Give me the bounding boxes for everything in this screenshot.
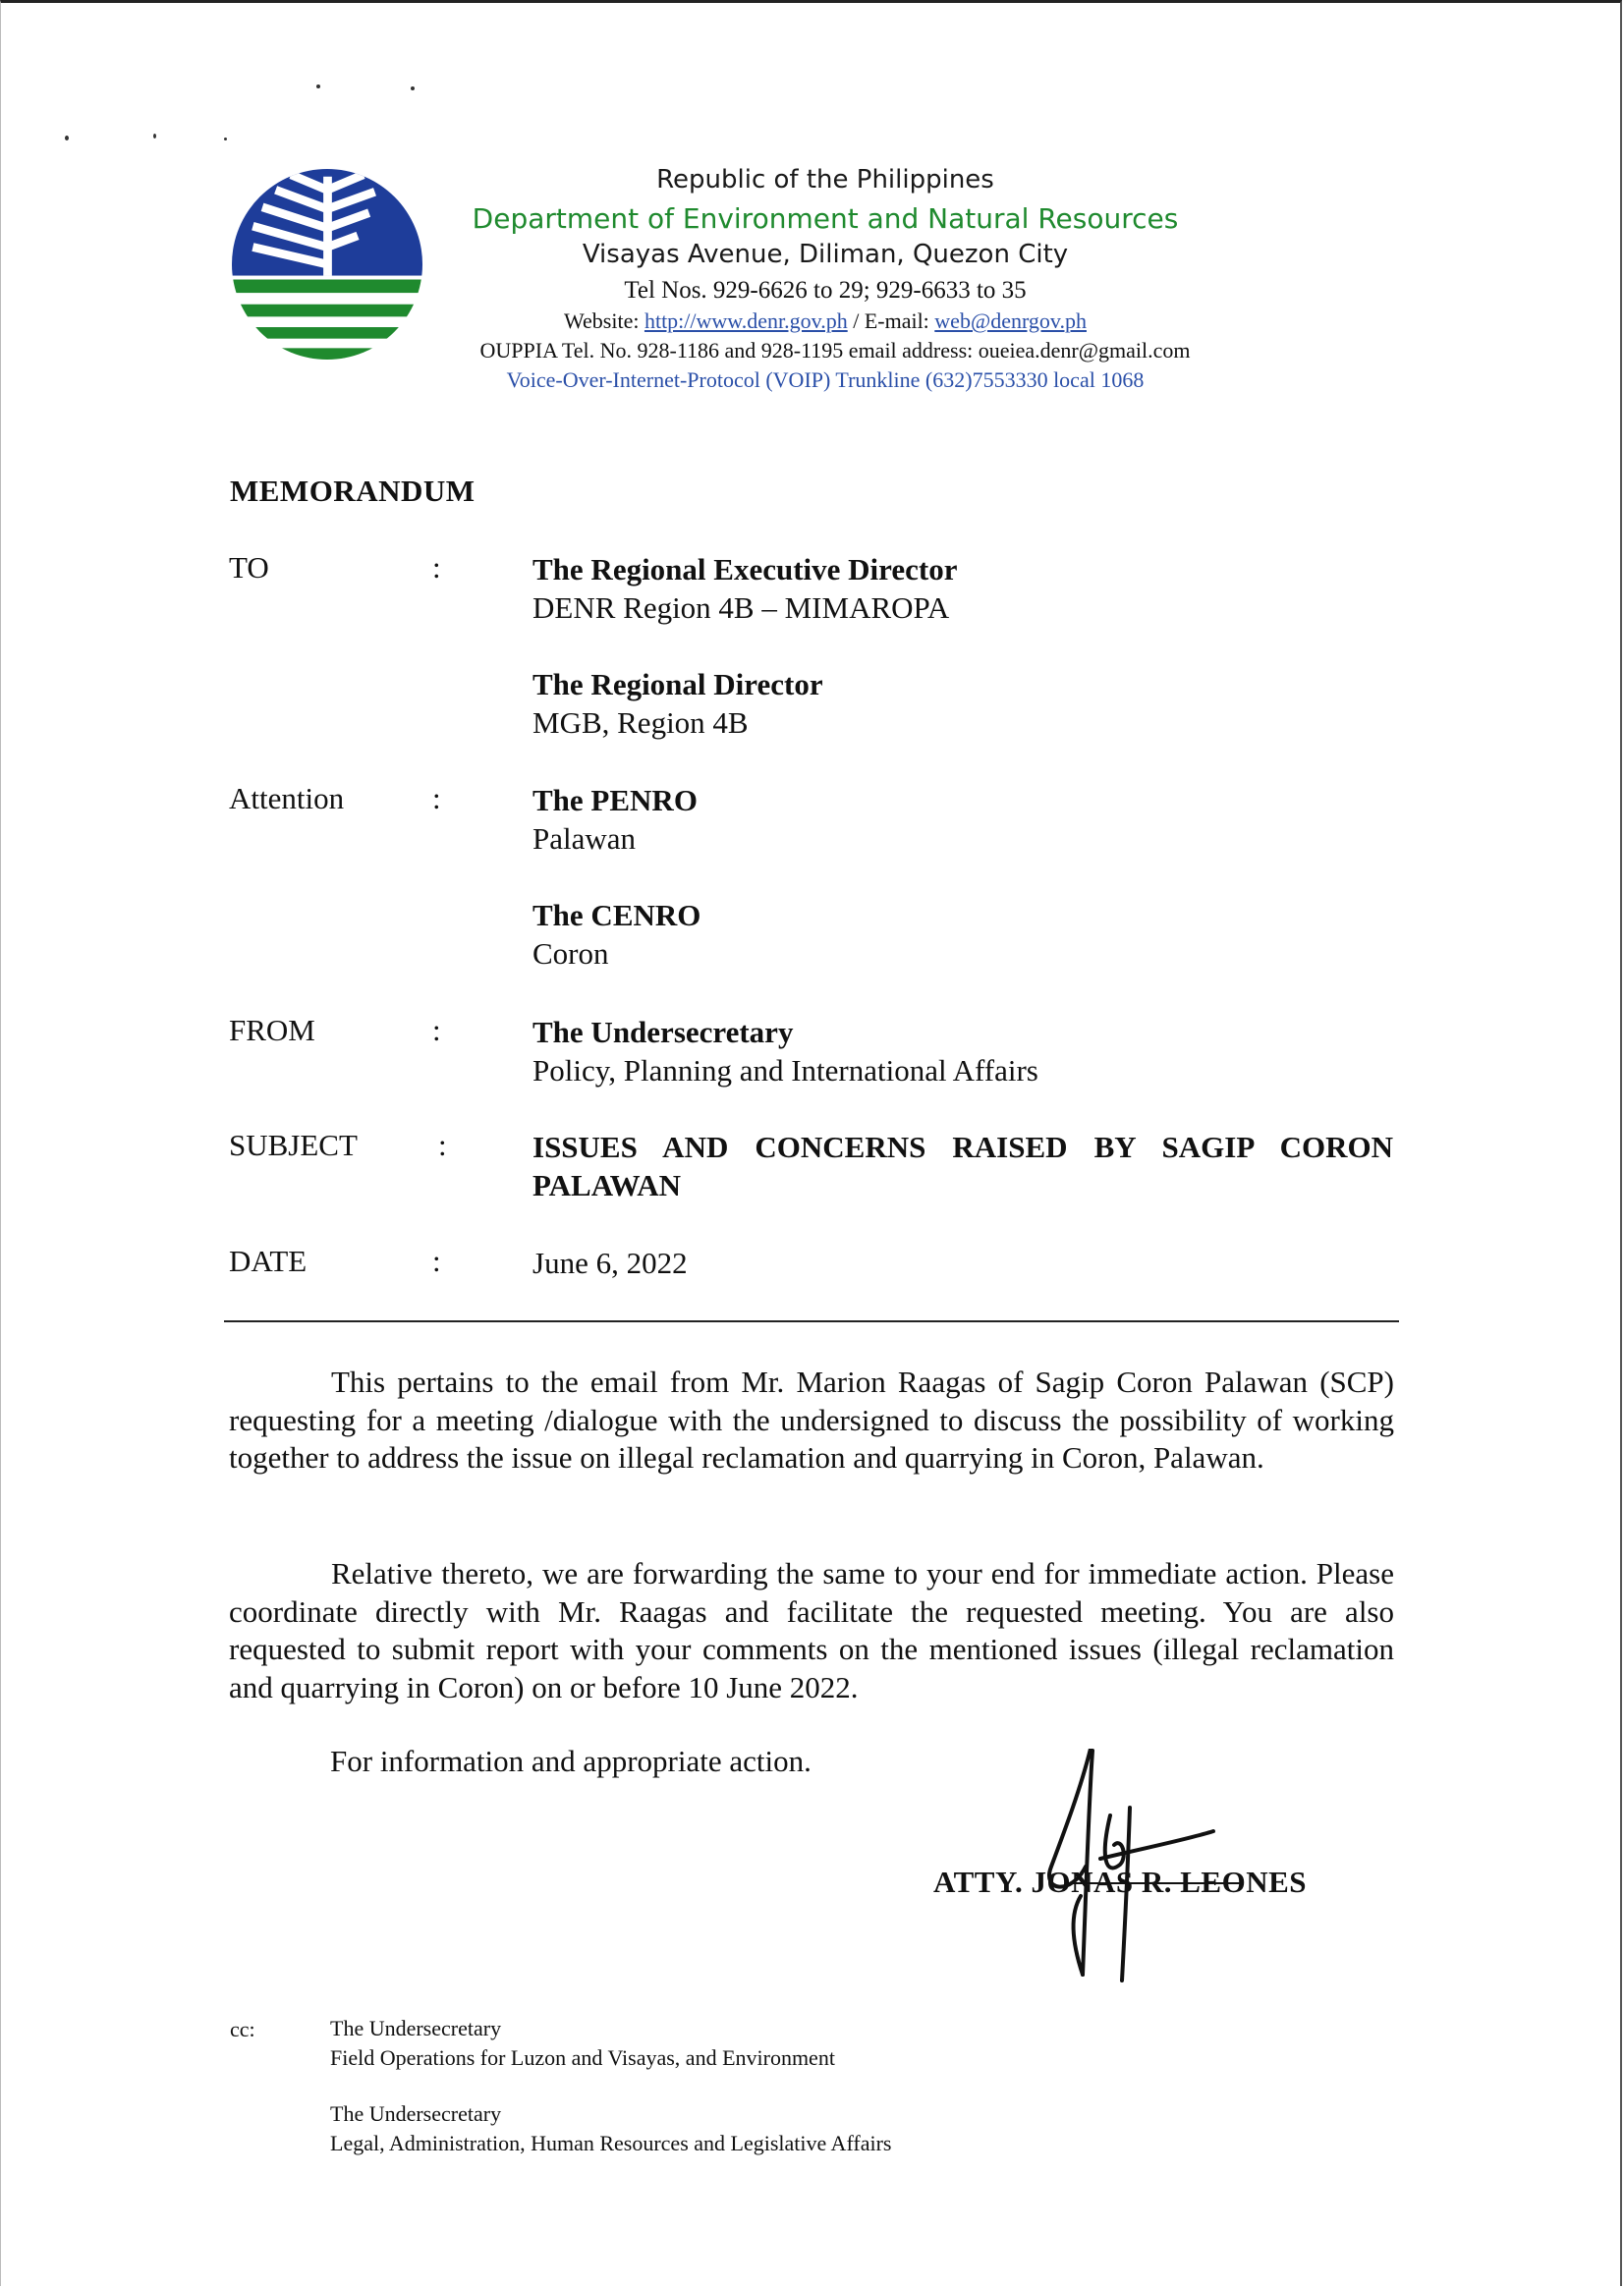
attention-recipient-1-title: The PENRO xyxy=(532,783,698,817)
from-sender-sub: Policy, Planning and International Affairs xyxy=(532,1053,1038,1088)
body-paragraph-2-text: Relative thereto, we are forwarding the same to your end for immediate action. Please coordinate directly with Mr. Raagas and facilitate the requested meeting. You are also requested to submit report with your comments on the mentioned issues (illegal reclamation and quarrying in Coron) on or before 10 June 2022. xyxy=(229,1556,1394,1704)
to-recipient-1 xyxy=(532,550,957,627)
attention-recipient-2 xyxy=(532,896,700,973)
website-label: Website: xyxy=(564,308,644,333)
scan-speck xyxy=(411,86,415,90)
date-label: DATE xyxy=(229,1244,308,1278)
attention-recipient-2-sub: Coron xyxy=(532,936,609,971)
scan-speck xyxy=(153,134,156,139)
to-recipient-2-sub: MGB, Region 4B xyxy=(532,705,749,740)
subject-text: ISSUES AND CONCERNS RAISED BY SAGIP CORON PALAWAN xyxy=(532,1130,1393,1202)
from-label: FROM xyxy=(229,1013,315,1047)
email-link[interactable]: web@denrgov.ph xyxy=(934,308,1087,333)
from-sender xyxy=(532,1013,1038,1089)
letterhead-address: Visayas Avenue, Diliman, Quezon City xyxy=(582,240,1069,269)
attention-recipient-1 xyxy=(532,781,698,858)
denr-logo-icon xyxy=(232,169,422,360)
signatory-name: ATTY. JONAS R. LEONES xyxy=(933,1865,1308,1899)
cc-recipient-2 xyxy=(330,2099,891,2158)
handwritten-signature xyxy=(1012,1749,1238,1984)
closing-line: For information and appropriate action. xyxy=(330,1744,812,1778)
to-label: TO xyxy=(229,550,269,585)
to-recipient-1-sub: DENR Region 4B – MIMAROPA xyxy=(532,590,950,625)
subject-label: SUBJECT xyxy=(229,1128,358,1162)
cc-recipient-1-sub: Field Operations for Luzon and Visayas, and Environment xyxy=(330,2045,835,2070)
date-colon: : xyxy=(432,1244,441,1278)
attention-colon: : xyxy=(432,781,441,815)
email-separator: / E-mail: xyxy=(847,308,935,333)
attention-recipient-2-title: The CENRO xyxy=(532,898,701,932)
date-value: June 6, 2022 xyxy=(532,1246,688,1280)
body-paragraph-1-text: This pertains to the email from Mr. Marion Raagas of Sagip Coron Palawan (SCP) requesting for a meeting /dialogue with the undersigned to discuss the possibility of working together to address the issue on illegal reclamation and quarrying in Coron, Palawan. xyxy=(229,1365,1394,1475)
to-colon: : xyxy=(432,550,441,585)
body-paragraph-2 xyxy=(229,1555,1394,1706)
subject-colon: : xyxy=(438,1128,447,1162)
to-recipient-1-title: The Regional Executive Director xyxy=(532,552,958,586)
memo-title: MEMORANDUM xyxy=(230,474,476,508)
to-recipient-2-title: The Regional Director xyxy=(532,667,823,701)
to-recipient-2 xyxy=(532,665,823,742)
letterhead-voip: Voice-Over-Internet-Protocol (VOIP) Trunkline (632)7553330 local 1068 xyxy=(506,367,1145,392)
scan-speck xyxy=(65,136,69,140)
body-paragraph-1 xyxy=(229,1364,1394,1478)
attention-label: Attention xyxy=(229,781,345,815)
scan-speck xyxy=(316,84,320,88)
letterhead-web-line xyxy=(413,308,1238,334)
letterhead-republic: Republic of the Philippines xyxy=(656,165,994,195)
cc-recipient-2-sub: Legal, Administration, Human Resources and Legislative Affairs xyxy=(330,2131,892,2155)
from-sender-title: The Undersecretary xyxy=(532,1015,794,1049)
from-colon: : xyxy=(432,1013,441,1047)
letterhead-department: Department of Environment and Natural Resources xyxy=(472,202,1179,235)
attention-recipient-1-sub: Palawan xyxy=(532,821,637,856)
header-divider xyxy=(224,1320,1399,1322)
scan-speck xyxy=(224,138,227,140)
letterhead-tel: Tel Nos. 929-6626 to 29; 929-6633 to 35 xyxy=(624,277,1027,304)
cc-recipient-2-title: The Undersecretary xyxy=(330,2101,502,2126)
cc-recipient-1 xyxy=(330,2014,835,2073)
letterhead-ouppia: OUPPIA Tel. No. 928-1186 and 928-1195 email address: oueiea.denr@gmail.com xyxy=(479,338,1191,363)
website-link[interactable]: http://www.denr.gov.ph xyxy=(644,308,848,333)
cc-label: cc: xyxy=(230,2017,255,2041)
cc-recipient-1-title: The Undersecretary xyxy=(330,2016,502,2040)
